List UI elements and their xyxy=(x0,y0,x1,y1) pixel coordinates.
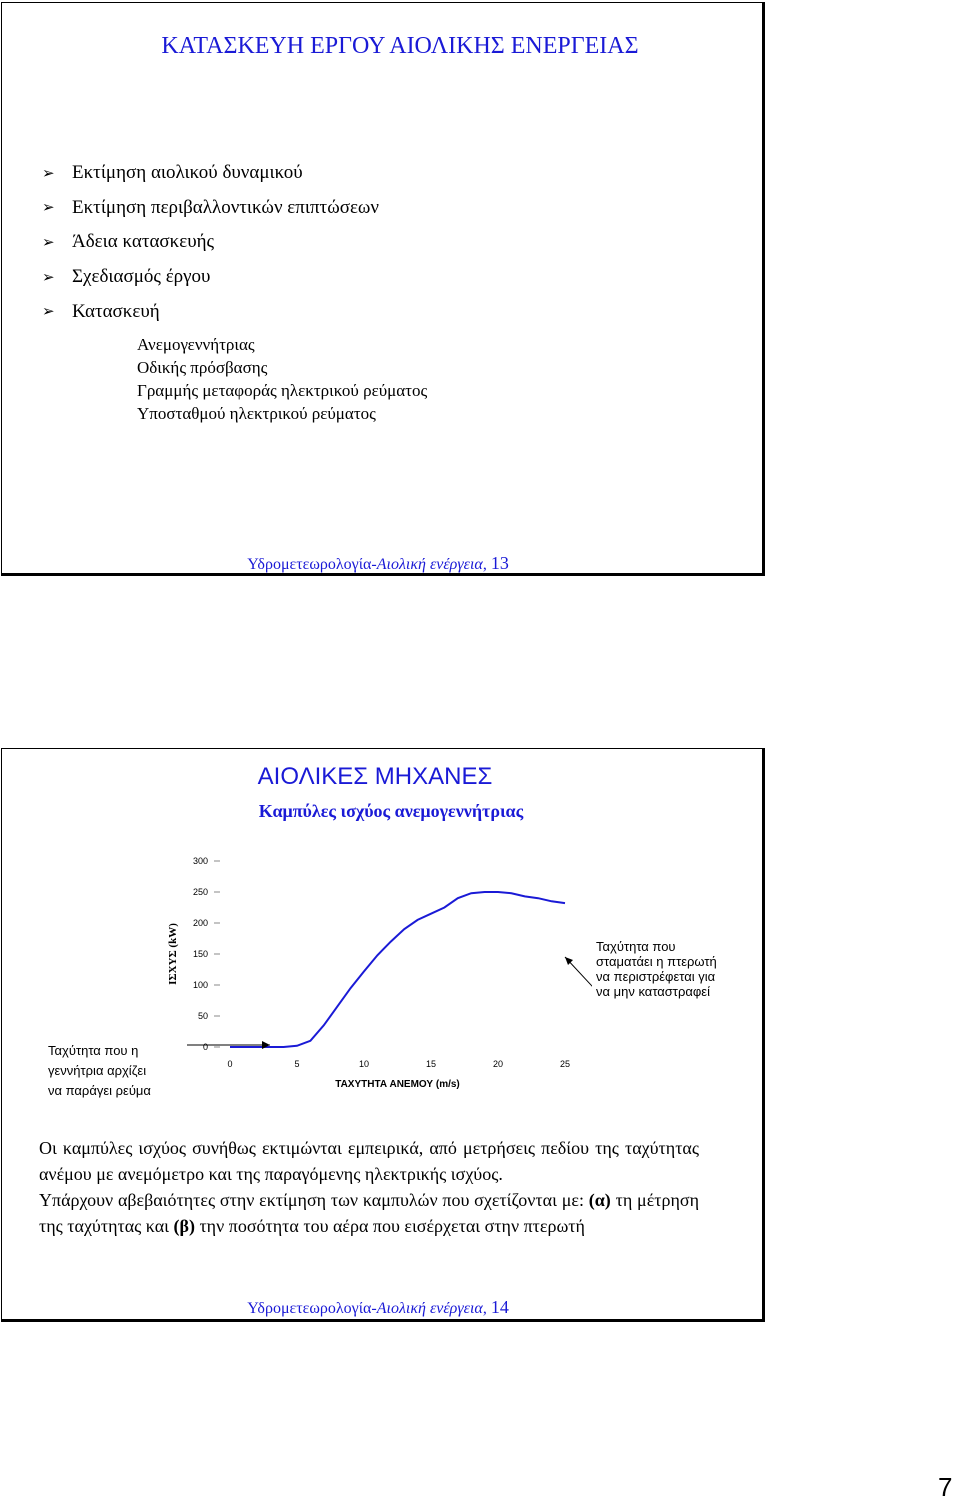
footer-course: Υδρομετεωρολογία- xyxy=(247,1300,377,1317)
annotation-line: σταματάει η πτερωτή xyxy=(596,954,717,969)
bullet-item xyxy=(42,225,379,260)
paragraph-2: Υπάρχουν αβεβαιότητες στην εκτίμηση των καμπυλών που σχετίζονται με: (α) τη μέτρηση της ταχύτητας και (β) την ποσότητα του αέρα που εισέρχεται στην πτερωτή xyxy=(39,1190,699,1236)
annotation-line: Ταχύτητα που η xyxy=(48,1043,139,1058)
x-tick-label: 20 xyxy=(492,1059,504,1069)
slide-13 xyxy=(1,2,765,576)
power-curve-chart xyxy=(152,849,592,1099)
annotation-line: να περιστρέφεται για xyxy=(596,969,716,984)
bullet-item xyxy=(42,191,379,226)
bullet-item xyxy=(42,260,379,295)
footer-slide-number: 14 xyxy=(490,1297,509,1317)
footer-course: Υδρομετεωρολογία- xyxy=(247,556,377,573)
y-tick-label: 100 xyxy=(192,980,208,990)
x-tick-label: 10 xyxy=(358,1059,370,1069)
page-number: 7 xyxy=(938,1472,953,1502)
annotation-cutin xyxy=(48,1041,151,1101)
slide-title: ΚΑΤΑΣΚΕΥΗ ΕΡΓΟΥ ΑΙΟΛΙΚΗΣ ΕΝΕΡΓΕΙΑΣ xyxy=(161,33,639,59)
bullet-item xyxy=(42,294,379,329)
series-line xyxy=(230,892,565,1047)
footer-topic: Αιολική ενέργεια xyxy=(376,1300,483,1317)
x-tick-label: 15 xyxy=(425,1059,437,1069)
slide-title: ΑΙΟΛΙΚΕΣ ΜΗΧΑΝΕΣ xyxy=(257,763,493,790)
footer-separator: , xyxy=(482,1300,491,1317)
bullet-item xyxy=(42,156,379,191)
footer-topic: Αιολική ενέργεια xyxy=(376,556,483,573)
sub-item: Οδικής πρόσβασης xyxy=(137,358,268,377)
bullet-text: Άδεια κατασκευής xyxy=(72,231,215,253)
footer-separator: , xyxy=(482,556,491,573)
annotation-line: γεννήτρια αρχίζει xyxy=(48,1063,147,1078)
arrow-bullet-icon: ➢ xyxy=(42,304,55,321)
y-tick-label: 150 xyxy=(192,949,208,959)
annotation-cutout xyxy=(596,939,717,999)
y-tick-label: 0 xyxy=(202,1042,208,1052)
annotation-line: Ταχύτητα που xyxy=(596,939,676,954)
arrow-bullet-icon: ➢ xyxy=(42,269,55,286)
sub-item: Ανεμογεννήτριας xyxy=(137,335,255,354)
x-axis-label: ΤΑΧΥΤΗΤΑ ΑΝΕΜΟΥ (m/s) xyxy=(335,1079,460,1090)
bullet-text: Σχεδιασμός έργου xyxy=(72,266,211,288)
y-tick-label: 250 xyxy=(192,887,208,897)
y-tick-label: 300 xyxy=(192,856,208,866)
sub-item: Γραμμής μεταφοράς ηλεκτρικού ρεύματος xyxy=(137,381,428,400)
sub-item: Υποσταθμού ηλεκτρικού ρεύματος xyxy=(137,404,376,423)
annotation-line: να μην καταστραφεί xyxy=(596,984,710,999)
arrow-bullet-icon: ➢ xyxy=(42,234,55,251)
slide-14 xyxy=(1,748,765,1322)
sub-list xyxy=(137,333,427,425)
x-tick-label: 0 xyxy=(227,1059,233,1069)
paragraph-1: Οι καμπύλες ισχύος συνήθως εκτιμώνται εμπειρικά, από μετρήσεις πεδίου της ταχύτητας ανέμου με ανεμόμετρο και της παραγόμενης ηλεκτρικής ισχύος. xyxy=(39,1138,699,1184)
y-tick-label: 200 xyxy=(192,918,208,928)
bullet-text: Εκτίμηση περιβαλλοντικών επιπτώσεων xyxy=(72,196,380,218)
x-tick-label: 25 xyxy=(559,1059,571,1069)
arrow-bullet-icon: ➢ xyxy=(42,200,55,217)
annotation-line: να παράγει ρεύμα xyxy=(48,1083,151,1098)
arrow-bullet-icon: ➢ xyxy=(42,165,55,182)
footer-slide-number: 13 xyxy=(490,553,509,573)
slide-subtitle: Καμπύλες ισχύος ανεμογεννήτριας xyxy=(258,801,524,821)
bullet-list xyxy=(42,156,379,329)
bullet-text: Εκτίμηση αιολικού δυναμικού xyxy=(72,162,303,184)
bullet-text: Κατασκευή xyxy=(72,300,160,322)
body-text xyxy=(39,1135,699,1239)
slide-footer xyxy=(2,553,754,574)
y-axis-label: ΙΣΧΥΣ (kW) xyxy=(167,923,179,985)
x-tick-label: 5 xyxy=(294,1059,300,1069)
slide-footer xyxy=(2,1297,754,1318)
y-tick-label: 50 xyxy=(197,1011,208,1021)
